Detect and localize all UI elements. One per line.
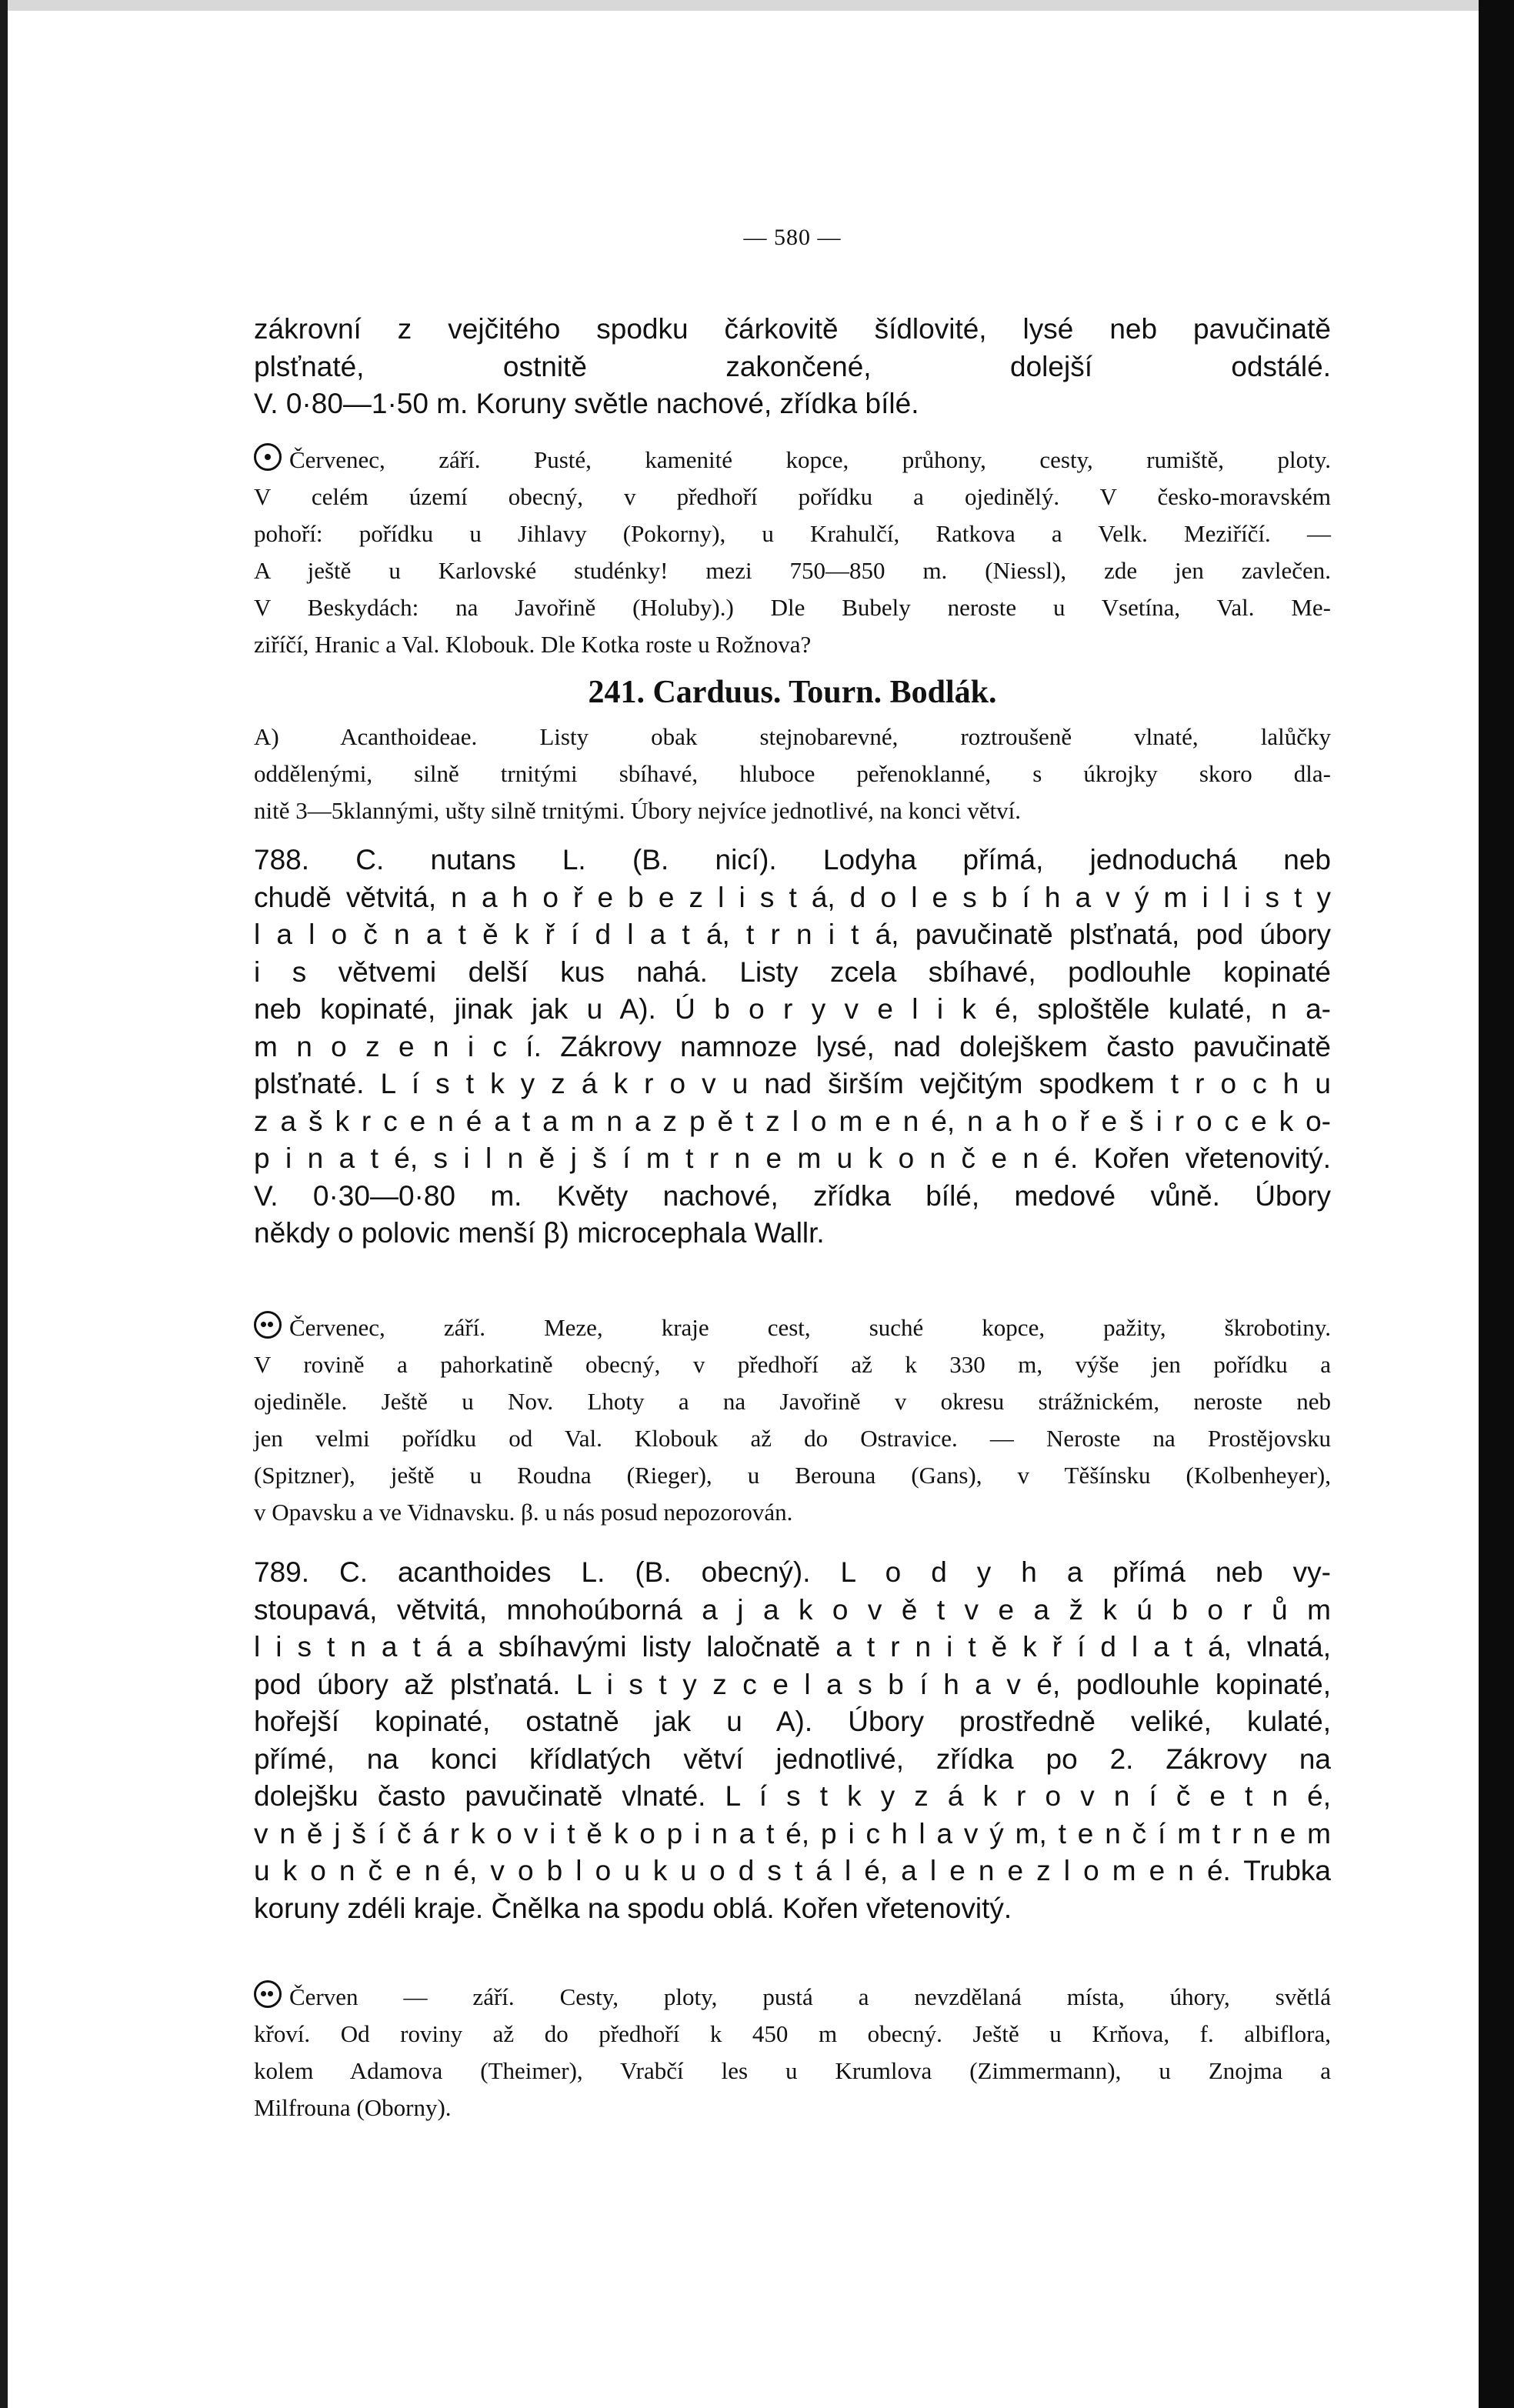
line-text: křoví. Od roviny až do předhoří k 450 m obecný. Ještě u Krňova, f. albiflora,	[254, 2020, 1331, 2047]
line-text: hořejší kopinaté, ostatně jak u A). Úbory prostředně veliké, kulaté,	[254, 1706, 1331, 1737]
line-text: pohoří: pořídku u Jihlavy (Pokorny), u Krahulčí, Ratkova a Velk. Meziříčí. —	[254, 520, 1331, 547]
text-line	[254, 442, 1331, 479]
line-text: A ještě u Karlovské studénky! mezi 750—850 m. (Niessl), zde jen zavlečen.	[254, 557, 1331, 584]
paragraph-block	[254, 1309, 1331, 1531]
scan-edge-top	[0, 0, 1514, 11]
line-text: l a l o č n a t ě k ř í d l a t á, t r n i t á, pavučinatě plsťnatá, pod úbory	[254, 919, 1331, 950]
line-text: Červen — září. Cesty, ploty, pustá a nevzdělaná místa, úhory, světlá	[289, 1983, 1331, 2010]
line-text: m n o z e n i c í. Zákrovy namnoze lysé, nad dolejškem často pavučinatě	[254, 1030, 1331, 1062]
text-line	[254, 479, 1331, 515]
text-line	[254, 1890, 1331, 1928]
text-line	[254, 1066, 1331, 1103]
paragraph-block	[254, 1979, 1331, 2126]
line-text: koruny zdéli kraje. Čnělka na spodu oblá. Kořen vřetenovitý.	[254, 1892, 1012, 1924]
line-text: u k o n č e n é, v o b l o u k u o d s t á l é, a l e n e z l o m e n é. Trubka	[254, 1855, 1331, 1886]
line-text: kolem Adamova (Theimer), Vrabčí les u Krumlova (Zimmermann), u Znojma a	[254, 2057, 1331, 2084]
text-line	[254, 1140, 1331, 1178]
text-line	[254, 1741, 1331, 1779]
line-text: pod úbory až plsťnatá. L i s t y z c e l a s b í h a v é, podlouhle kopinaté,	[254, 1668, 1331, 1700]
text-line	[254, 879, 1331, 917]
text-line	[254, 1816, 1331, 1853]
text-line	[254, 1103, 1331, 1141]
text-line	[254, 2053, 1331, 2089]
paragraph-block	[254, 1554, 1331, 1927]
line-text: ziříčí, Hranic a Val. Klobouk. Dle Kotka roste u Rožnova?	[254, 631, 812, 658]
scan-edge-right	[1479, 0, 1514, 2408]
line-text: přímé, na konci křídlatých větví jednotlivé, zřídka po 2. Zákrovy na	[254, 1743, 1331, 1775]
line-text: plsťnaté. L í s t k y z á k r o v u nad širším vejčitým spodkem t r o c h u	[254, 1068, 1331, 1099]
line-text: V. 0·30—0·80 m. Květy nachové, zřídka bílé, medové vůně. Úbory	[254, 1179, 1331, 1212]
line-text: v n ě j š í č á r k o v i t ě k o p i n a t é, p i c h l a v ý m, t e n č í m t r n e m	[254, 1817, 1331, 1849]
text-line	[254, 792, 1331, 829]
text-line	[254, 1178, 1331, 1216]
paragraph-block	[254, 719, 1331, 829]
line-text: 788. C. nutans L. (B. nicí). Lodyha přímá, jednoduchá neb	[254, 844, 1331, 875]
paragraph-block	[254, 442, 1331, 663]
line-text: chudě větvitá, n a h o ř e b e z l i s t á, d o l e s b í h a v ý m i l i s t y	[254, 881, 1331, 913]
text-line	[254, 515, 1331, 552]
text-line	[254, 1592, 1331, 1629]
text-line	[254, 1554, 1331, 1592]
text-line	[254, 1309, 1331, 1346]
line-text: někdy o polovic menší β) microcephala Wallr.	[254, 1217, 825, 1249]
text-line	[254, 755, 1331, 792]
text-line	[254, 719, 1331, 755]
line-text: ojediněle. Ještě u Nov. Lhoty a na Javořině v okresu strážnickém, neroste neb	[254, 1388, 1331, 1415]
line-text: v Opavsku a ve Vidnavsku. β. u nás posud nepozorován.	[254, 1499, 793, 1526]
text-line	[254, 552, 1331, 589]
line-text: V celém území obecný, v předhoří pořídku a ojedinělý. V česko-moravském	[254, 483, 1331, 510]
biennial-symbol-icon	[254, 1980, 282, 2008]
text-line	[254, 1457, 1331, 1494]
text-line	[254, 1029, 1331, 1066]
text-line	[254, 842, 1331, 879]
line-text: V rovině a pahorkatině obecný, v předhoří až k 330 m, výše jen pořídku a	[254, 1351, 1331, 1378]
genus-heading: 241. Carduus. Tourn. Bodlák.	[588, 675, 997, 710]
text-line	[254, 2016, 1331, 2053]
text-line	[254, 916, 1331, 954]
line-text: (Spitzner), ještě u Roudna (Rieger), u Berouna (Gans), v Těšínsku (Kolbenheyer),	[254, 1462, 1331, 1489]
line-text: stoupavá, větvitá, mnohoúborná a j a k o v ě t v e a ž k ú b o r ů m	[254, 1593, 1331, 1626]
line-text: Milfrouna (Oborny).	[254, 2094, 452, 2121]
paragraph-block	[254, 842, 1331, 1252]
text-line	[254, 2089, 1331, 2126]
line-text: zákrovní z vejčitého spodku čárkovitě šídlovité, lysé neb pavučinatě	[254, 313, 1331, 345]
line-text: plsťnaté, ostnitě zakončené, dolejší odstálé.	[254, 350, 1331, 382]
text-line	[254, 589, 1331, 626]
text-line	[254, 1494, 1331, 1531]
text-line	[254, 1420, 1331, 1457]
line-text: A) Acanthoideae. Listy obak stejnobarevné, roztroušeně vlnaté, lalůčky	[254, 723, 1331, 750]
line-text: 789. C. acanthoides L. (B. obecný). L o d y h a přímá neb vy-	[254, 1556, 1331, 1588]
line-text: neb kopinaté, jinak jak u A). Ú b o r y v e l i k é, sploštěle kulaté, n a-	[254, 993, 1331, 1025]
biennial-symbol-icon	[254, 1311, 282, 1339]
scan-edge-left	[0, 0, 8, 2408]
line-text: V. 0·80—1·50 m. Koruny světle nachové, zřídka bílé.	[254, 388, 919, 419]
paragraph-block	[254, 311, 1331, 423]
text-line	[254, 1703, 1331, 1741]
line-text: z a š k r c e n é a t a m n a z p ě t z l o m e n é, n a h o ř e š i r o c e k o-	[254, 1105, 1331, 1137]
text-line	[254, 1629, 1331, 1666]
text-line	[254, 954, 1331, 992]
line-text: dolejšku často pavučinatě vlnaté. L í s t k y z á k r o v n í č e t n é,	[254, 1780, 1331, 1812]
line-text: Červenec, září. Meze, kraje cest, suché kopce, pažity, škrobotiny.	[289, 1314, 1331, 1341]
text-line	[254, 1778, 1331, 1816]
text-line	[254, 1215, 1331, 1252]
text-line	[254, 1383, 1331, 1420]
line-text: jen velmi pořídku od Val. Klobouk až do Ostravice. — Neroste na Prostějovsku	[254, 1425, 1331, 1452]
text-line	[254, 1666, 1331, 1704]
text-line	[254, 349, 1331, 386]
text-line	[254, 626, 1331, 663]
annual-symbol-icon	[254, 443, 282, 471]
line-text: l i s t n a t á a sbíhavými listy laločnatě a t r n i t ě k ř í d l a t á, vlnatá,	[254, 1631, 1331, 1663]
page-number: — 580 —	[743, 225, 842, 250]
line-text: oddělenými, silně trnitými sbíhavé, hluboce peřenoklanné, s úkrojky skoro dla-	[254, 760, 1331, 787]
text-line	[254, 385, 1331, 423]
text-line	[254, 1853, 1331, 1890]
line-text: i s větvemi delší kus nahá. Listy zcela sbíhavé, podlouhle kopinaté	[254, 956, 1331, 988]
line-text: nitě 3—5klannými, ušty silně trnitými. Úbory nejvíce jednotlivé, na konci větví.	[254, 797, 1021, 824]
text-line	[254, 1979, 1331, 2016]
line-text: Červenec, září. Pusté, kamenité kopce, průhony, cesty, rumiště, ploty.	[289, 446, 1331, 473]
text-line	[254, 991, 1331, 1029]
line-text: V Beskydách: na Javořině (Holuby).) Dle Bubely neroste u Vsetína, Val. Me-	[254, 594, 1331, 621]
text-line	[254, 311, 1331, 349]
line-text: p i n a t é, s i l n ě j š í m t r n e m u k o n č e n é. Kořen vřetenovitý.	[254, 1142, 1331, 1174]
text-line	[254, 1346, 1331, 1383]
